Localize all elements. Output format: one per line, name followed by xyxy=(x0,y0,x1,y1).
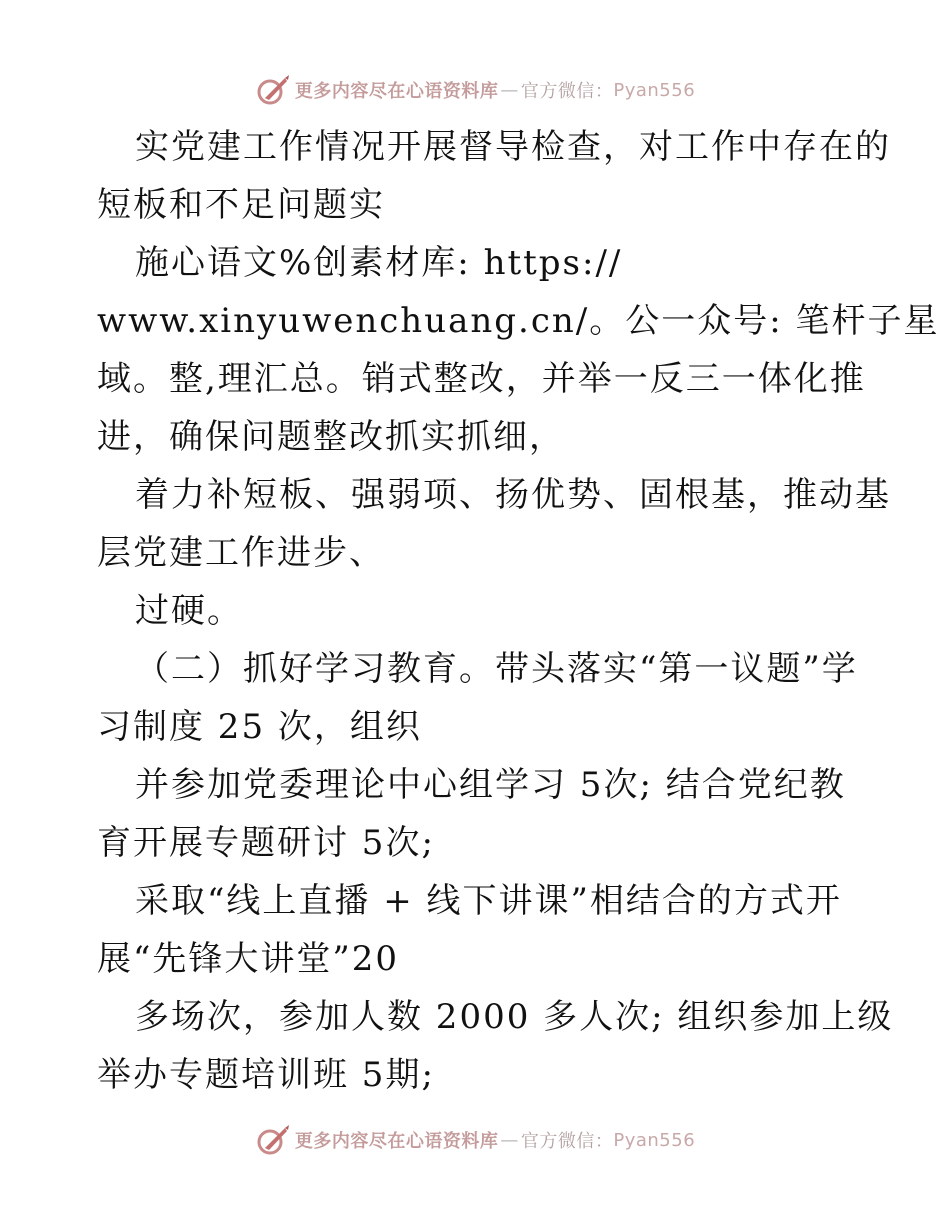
footer-watermark xyxy=(0,1120,950,1160)
text-line-16: 多场次，参加人数 2000 多人次; 组织参加上级 xyxy=(135,997,894,1037)
header-watermark xyxy=(0,70,950,110)
document-body xyxy=(97,118,940,1104)
text-line-12: 并参加党委理论中心组学习 5次; 结合党纪教 xyxy=(135,765,846,805)
watermark-contact-label: 官方微信： xyxy=(520,81,614,102)
text-line-2: 短板和不足问题实 xyxy=(97,185,385,225)
watermark-contact-label: 官方微信： xyxy=(520,1131,614,1152)
text-line-4: www.xinyuwenchuang.cn/。公一众号: 笔杆子星 xyxy=(97,301,940,341)
text-line-3: 施心语文%创素材库: https:// xyxy=(135,243,623,283)
watermark-wechat-id: Pyan556 xyxy=(613,1129,696,1151)
text-line-1: 实党建工作情况开展督导检查，对工作中存在的 xyxy=(135,127,891,167)
text-line-9: 过硬。 xyxy=(135,591,243,631)
text-line-15: 展“先锋大讲堂”20 xyxy=(97,939,400,979)
quill-seal-icon xyxy=(255,72,291,108)
watermark-main-text: 更多内容尽在心语资料库 xyxy=(294,81,499,102)
text-line-14: 采取“线上直播 + 线下讲课”相结合的方式开 xyxy=(135,881,842,921)
text-line-11: 习制度 25 次，组织 xyxy=(97,707,422,747)
quill-seal-icon xyxy=(255,1122,291,1158)
text-line-17: 举办专题培训班 5期; xyxy=(97,1055,435,1095)
text-line-13: 育开展专题研讨 5次; xyxy=(97,823,435,863)
watermark-dash: — xyxy=(500,1129,519,1151)
watermark-main-text: 更多内容尽在心语资料库 xyxy=(294,1131,499,1152)
watermark-dash: — xyxy=(500,79,519,101)
text-line-5: 域。整,理汇总。销式整改，并举一反三一体化推 xyxy=(97,359,866,399)
watermark-wechat-id: Pyan556 xyxy=(613,79,696,101)
text-line-10: （二）抓好学习教育。带头落实“第一议题”学 xyxy=(135,649,858,689)
text-line-6: 进，确保问题整改抓实抓细， xyxy=(97,417,565,457)
text-line-7: 着力补短板、强弱项、扬优势、固根基，推动基 xyxy=(135,475,891,515)
text-line-8: 层党建工作进步、 xyxy=(97,533,385,573)
